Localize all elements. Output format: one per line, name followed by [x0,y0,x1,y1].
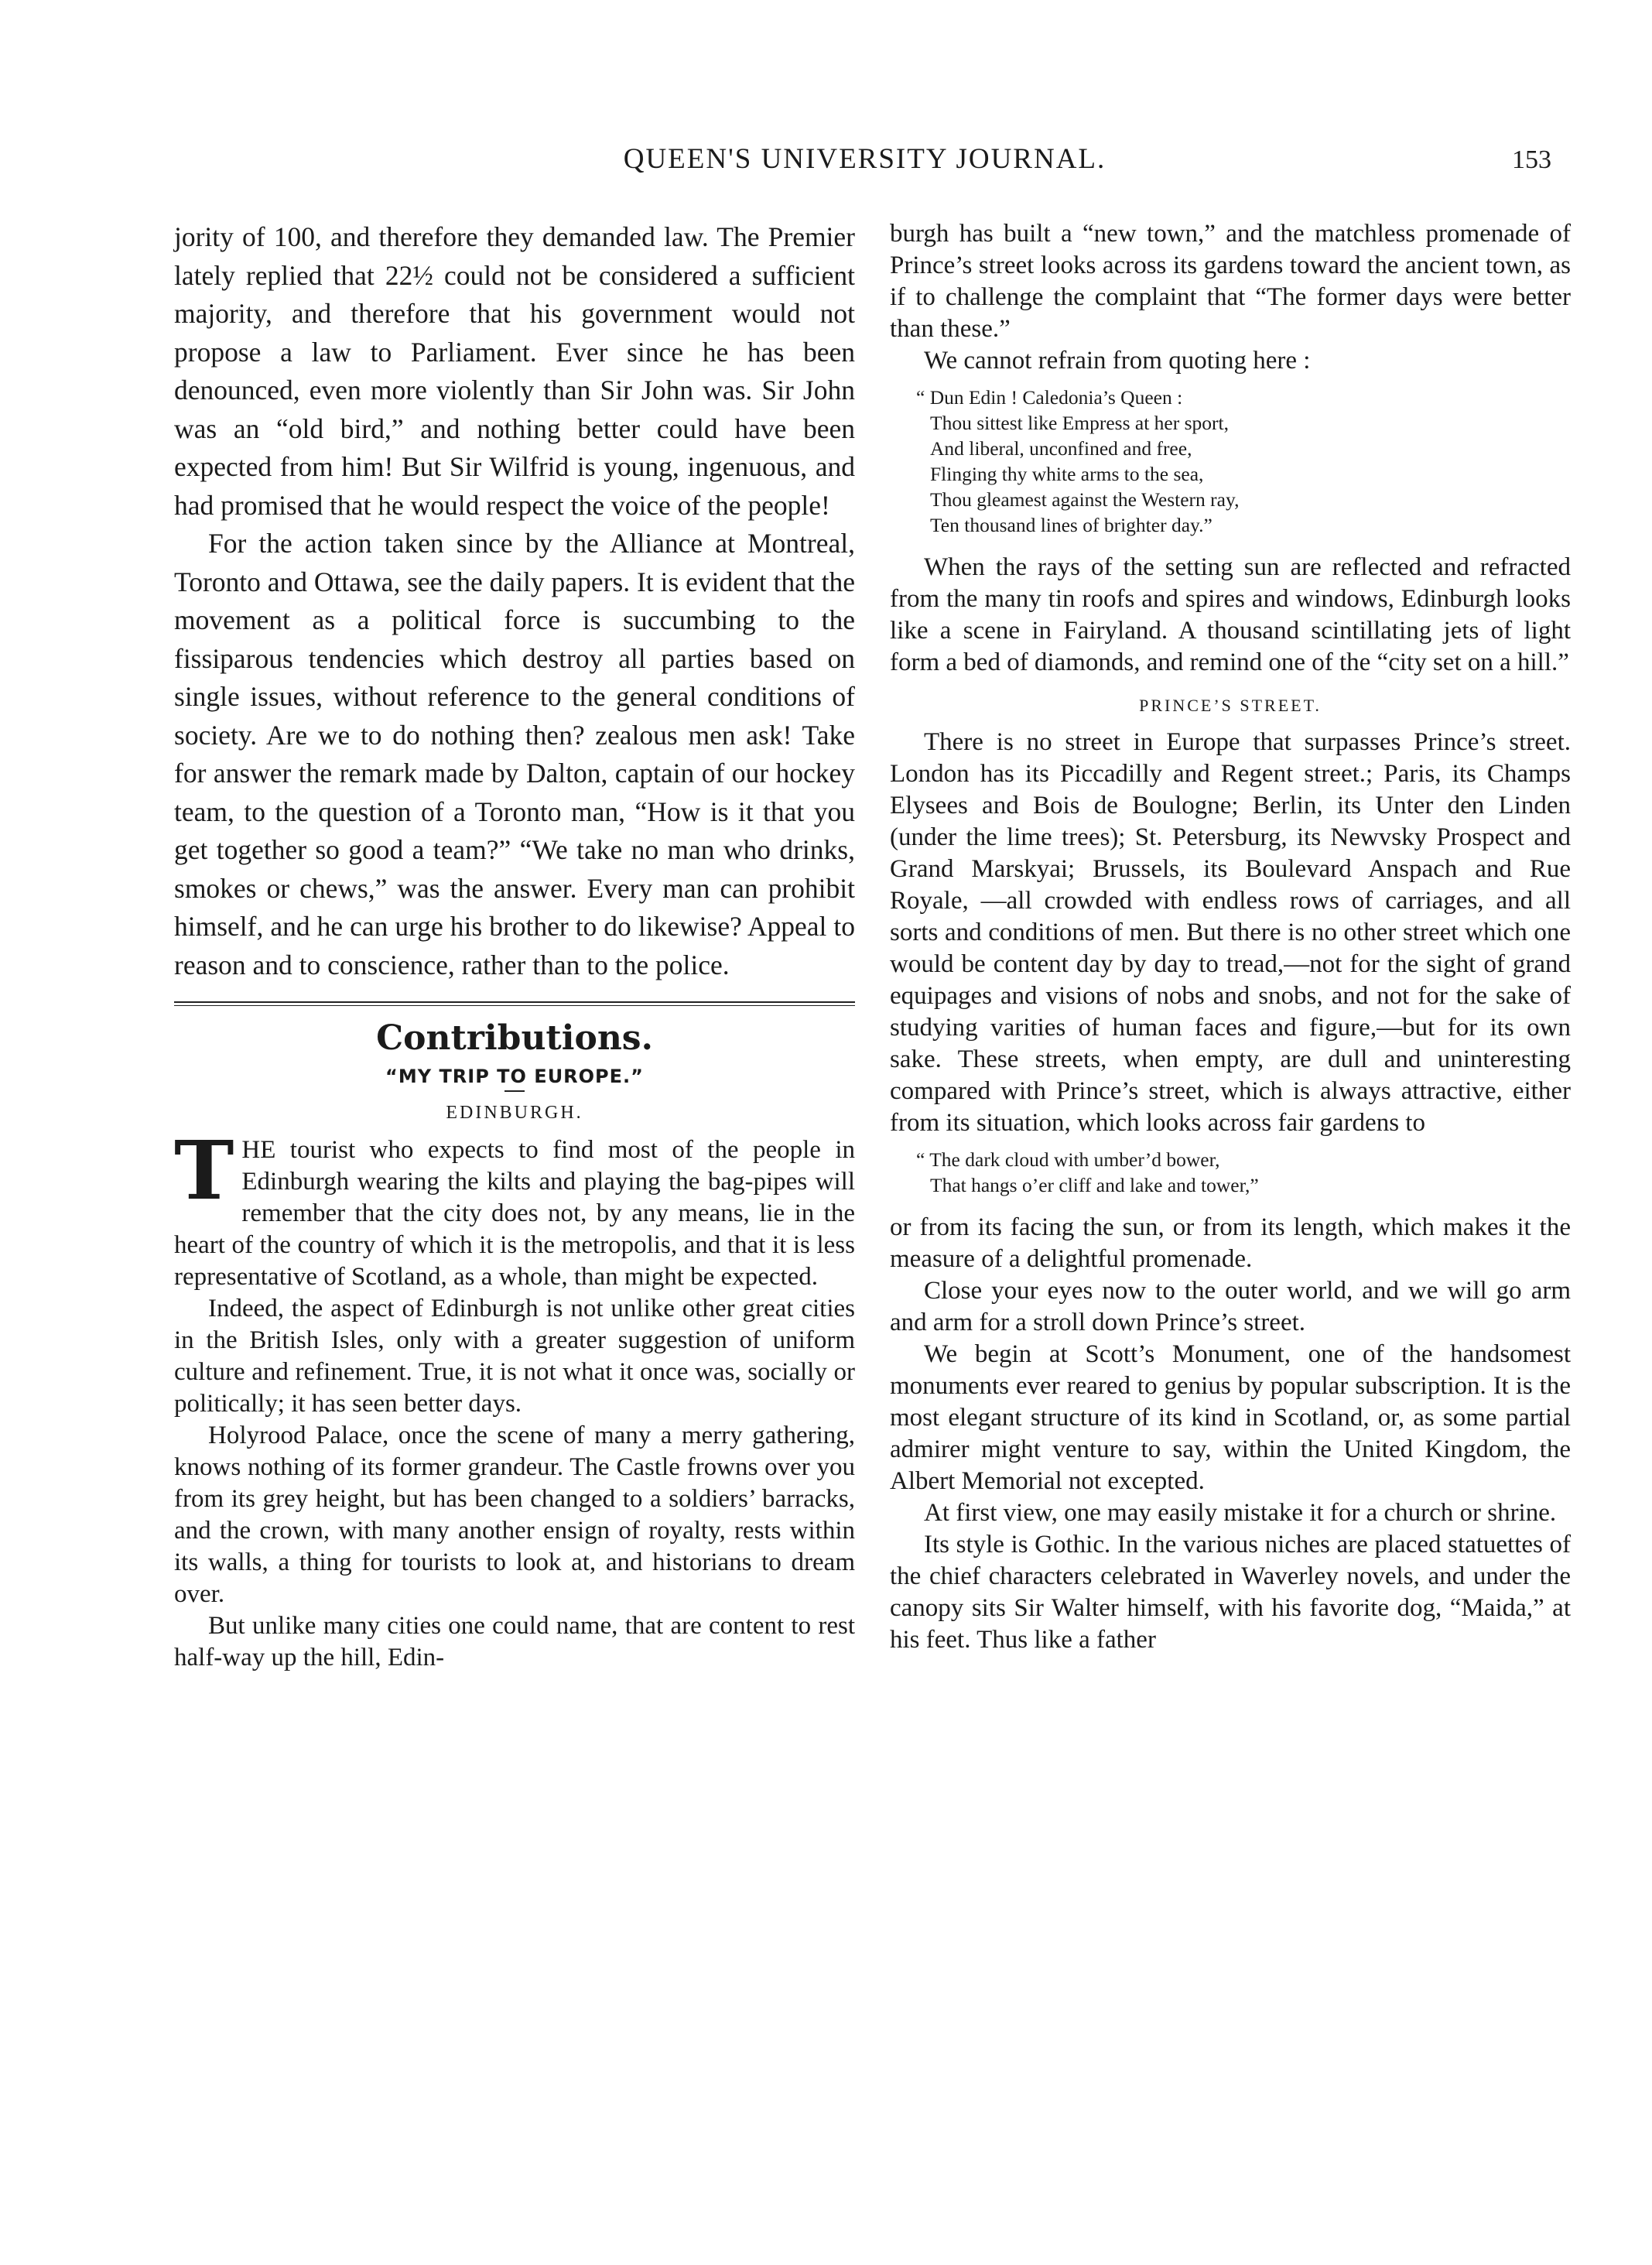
poem-quote [916,385,1571,538]
drop-cap: T [174,1123,234,1218]
poem-line: Thou gleamest against the Western ray, [930,488,1240,511]
paragraph: There is no street in Europe that surpasses Prince’s street. London has its Piccadilly and Regent street.; Paris, its Champs Elysees and Bois de Boulogne; Berlin, its Unter den Linden (under the lime trees); St. Petersburg, its Newvsky Prospect and Grand Marskyai; Brussels, its Boulevard Anspach and Rue Royale, —all crowded with endless rows of carriages, and all sorts and conditions of men. But there is no other street which one would be content day by day to tread,—not for the sight of grand equipages and visions of nobs and snobs, and not for the sake of studying varities of human faces and figure,—but for its own sake. These streets, when empty, are dull and uninteresting compared with Prince’s street, which is always attractive, either from its situation, which looks across fair gardens to [890,728,1571,1137]
left-column [174,218,855,1674]
title-divider [504,1090,525,1092]
paragraph: We begin at Scott’s Monument, one of the handsomest monuments ever reared to genius by popular subscription. It is the most elegant structure of its kind in Scotland, or, as some partial admirer might venture to say, within the United Kingdom, the Albert Memorial not excepted. [890,1340,1571,1495]
paragraph: jority of 100, and therefore they demanded law. The Premier lately replied that 22½ could not be considered a sufficient majority, and therefore that his government would not propose a law to Parliament. Ever since he has been denounced, even more violently than Sir John was. Sir John was an “old bird,” and nothing better could have been expected from him! But Sir Wilfrid is young, ingenuous, and had promised that he would respect the voice of the people! [174,221,855,521]
right-column [890,218,1571,1656]
paragraph: When the rays of the setting sun are reflected and refracted from the many tin roofs and spires and windows, Edinburgh looks like a scene in Fairyland. A thousand scintillating jets of light form a bed of diamonds, and remind one of the “city set on a hill.” [890,553,1571,676]
paragraph: burgh has built a “new town,” and the matchless promenade of Prince’s street looks across its gardens toward the ancient town, as if to challenge the complaint that “The former days were better than these.” [890,220,1571,343]
poem-line: Thou sittest like Empress at her sport, [930,412,1229,434]
running-title: QUEEN'S UNIVERSITY JOURNAL. [623,143,1106,175]
page-header [178,142,1551,189]
article-place: EDINBURGH. [446,1103,583,1123]
poem-line: And liberal, unconfined and free, [930,437,1192,460]
poem-line: “ The dark cloud with umber’d bower, [916,1148,1220,1171]
section-title: Contributions. [376,1018,653,1058]
subheading: PRINCE’S STREET. [1139,696,1322,715]
poem-line: That hangs o’er cliff and lake and tower,” [930,1174,1259,1196]
poem-line: Flinging thy white arms to the sea, [930,463,1204,485]
paragraph: But unlike many cities one could name, that are content to rest half-way up the hill, Edin- [174,1612,855,1671]
paragraph: For the action taken since by the Alliance at Montreal, Toronto and Ottawa, see the daily papers. It is evident that the movement as a political force is succumbing to the fissiparous tendencies which destroy all parties based on single issues, without reference to the general conditions of society. Are we to do nothing then? zealous men ask! Take for answer the remark made by Dalton, captain of our hockey team, to the question of a Toronto man, “How is it that you get together so good a team?” “We take no man who drinks, smokes or chews,” was the answer. Every man can prohibit himself, and he can urge his brother to do likewise? Appeal to reason and to conscience, rather than to the police. [174,528,855,980]
page-number: 153 [1512,145,1551,174]
paragraph [174,1123,855,1293]
paragraph: or from its facing the sun, or from its length, which makes it the measure of a delightful promenade. [890,1213,1571,1273]
poem-line: “ Dun Edin ! Caledonia’s Queen : [916,386,1183,409]
article-title: “MY TRIP TO EUROPE.” [385,1066,644,1087]
poem-quote [916,1147,1571,1198]
paragraph: Indeed, the aspect of Edinburgh is not unlike other great cities in the British Isles, only with a greater suggestion of uniform culture and refinement. True, it is not what it once was, socially or politically; it has seen better days. [174,1295,855,1418]
paragraph: Its style is Gothic. In the various niches are placed statuettes of the chief characters celebrated in Waverley novels, and under the canopy sits Sir Walter himself, with his favorite dog, “Maida,” at his feet. Thus like a father [890,1531,1571,1654]
paragraph-text: HE tourist who expects to find most of the people in Edinburgh wearing the kilts and playing the bag-pipes will remember that the city does not, by any means, lie in the heart of the country of which it is the metropolis, and that it is less representative of Scotland, as a whole, than might be expected. [174,1136,855,1291]
paragraph: At first view, one may easily mistake it for a church or shrine. [924,1499,1557,1527]
poem-line: Ten thousand lines of brighter day.” [930,514,1212,536]
paragraph: Close your eyes now to the outer world, and we will go arm and arm for a stroll down Prince’s street. [890,1277,1571,1336]
paragraph: Holyrood Palace, once the scene of many a merry gathering, knows nothing of its former grandeur. The Castle frowns over you from its grey height, but has been changed to a soldiers’ barracks, and the crown, with many another ensign of royalty, rests within its walls, a thing for tourists to look at, and historians to dream over. [174,1422,855,1608]
section-divider [174,1001,855,1006]
paragraph: We cannot refrain from quoting here : [924,347,1311,375]
